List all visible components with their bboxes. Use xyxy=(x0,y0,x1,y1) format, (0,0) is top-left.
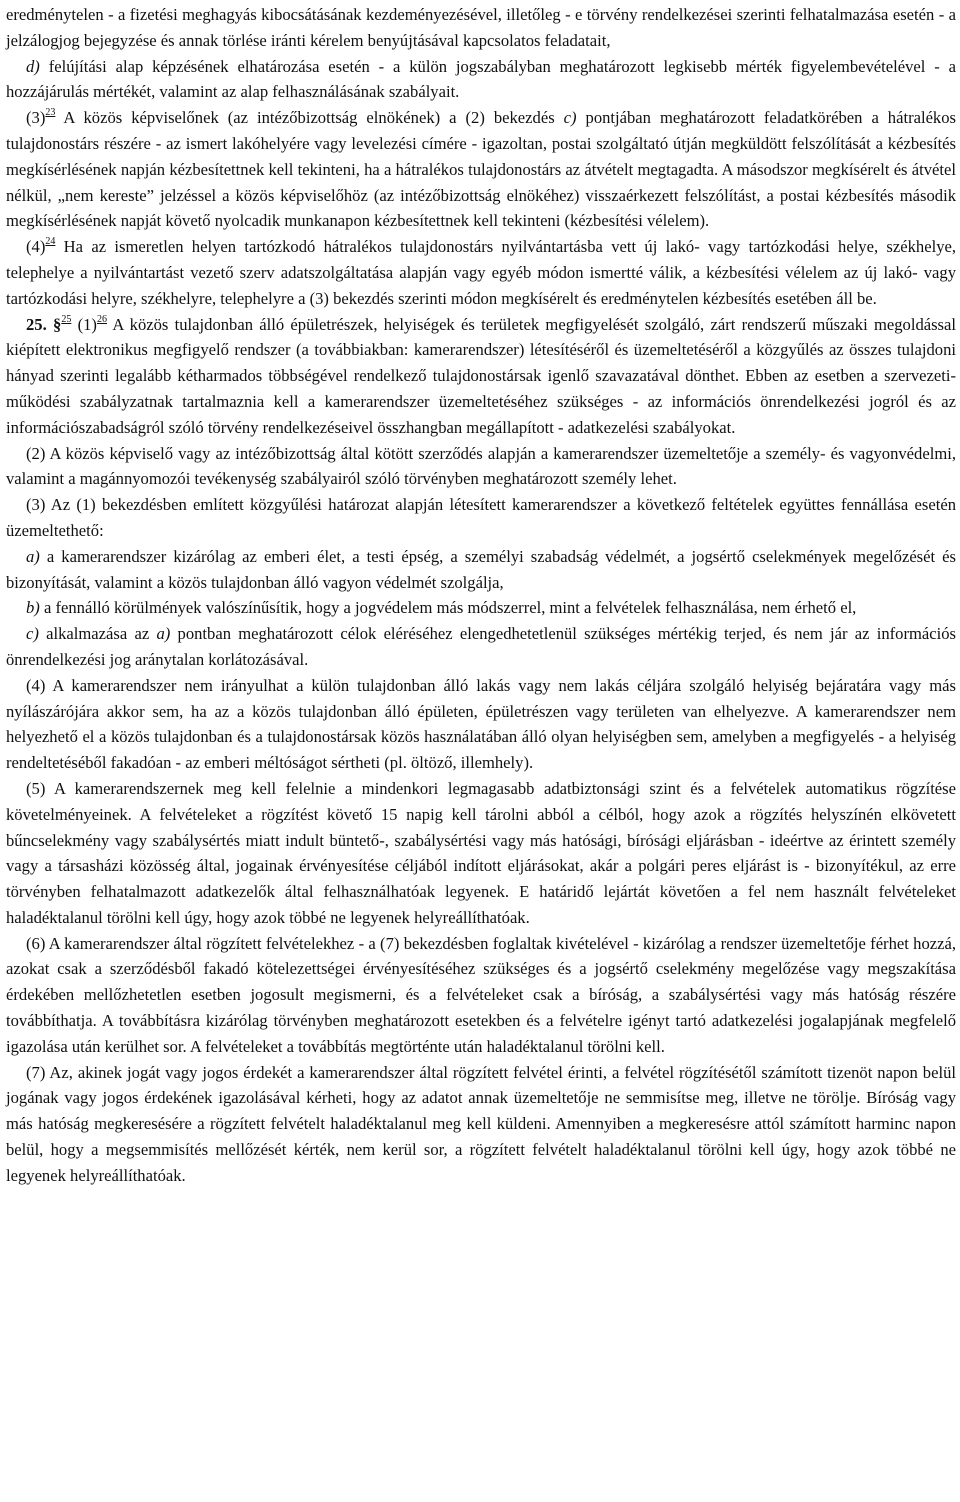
paragraph-subsection-3 xyxy=(6,105,956,234)
paragraph-text: (7) Az, akinek jogát vagy jogos érdekét a kamerarendszer által rögzített felvétel érinti, a felvétel rögzítésétől számított tizenöt napon belül jogának vagy jogos érdekének igazolásával kérheti, hogy az adatot annak üzemeltetője ne semmisítse meg, illetve ne törölje. Bíróság vagy más hatóság megkeresésére a rögzített felvételt haladéktalanul meg kell küldeni. Amennyiben a megkeresésre attól számított harminc napon belül, hogy a megsemmisítés mellőzését kérték, nem kerül sor, a rögzített felvételt haladéktalanul törölni kell úgy, hogy azok többé ne legyenek helyreállíthatóak. xyxy=(6,1062,956,1185)
paragraph-point-b xyxy=(6,595,956,621)
paragraph-text: alkalmazása az xyxy=(38,624,157,644)
point-label: a) xyxy=(26,546,40,566)
paragraph-subsection-3b xyxy=(6,492,956,544)
paragraph-text: pontjában meghatározott feladatkörében a hátralékos tulajdonostárs részére - az ismert lakóhelyére vagy levelezési címére - igazoltan, postai szolgáltató útján megküldött felszólítását a kézbesítés megkísérlésének napján kézbesítettnek kell tekinteni, ha a hátralékos tulajdonostárs az átvételt megtagadta. A másodszor megkísérelt és átvétel nélkül, „nem kereste” jelzéssel a közös képviselőhöz (az intézőbizottság elnökéhez) visszaérkezett felszólítást, a postai kézbesítés második megkísérlésének napját követő nyolcadik munkanapon kézbesítettnek kell tekinteni (kézbesítési vélelem). xyxy=(6,108,956,231)
point-label: b) xyxy=(26,598,40,618)
paragraph-text: A közös tulajdonban álló épületrészek, helyiségek és területek megfigyelését szolgáló, zárt rendszerű műszaki megoldással kiépített elektronikus megfigyelő rendszer (a továbbiakban: kamerarendszer) létesítéséről és üzemeltetéséről a közgyűlés az összes tulajdoni hányad szerinti legalább kétharmados többségével rendelkező tulajdonostársak igenlő szavazatával dönthet. Ebben az esetben a szervezeti-működési szabályzatnak tartalmaznia kell a kamerarendszer üzemeltetéséhez szükséges - az információs önrendelkezési jogról és az információszabadságról szóló törvény rendelkezéseivel összhangban megállapított - adatkezelési szabályokat. xyxy=(6,314,956,437)
footnote-ref-link[interactable]: 25 xyxy=(61,313,72,325)
footnote-ref-link[interactable]: 24 xyxy=(45,236,56,248)
paragraph-section-25 xyxy=(6,312,956,441)
point-reference: a) xyxy=(156,624,171,644)
footnote-ref-link[interactable]: 26 xyxy=(96,313,107,325)
subsection-number: (4) xyxy=(26,237,46,257)
paragraph-text: a fennálló körülmények valószínűsítik, hogy a jogvédelem más módszerrel, mint a felvételek felhasználása, nem érhető el, xyxy=(39,598,857,618)
point-label: c) xyxy=(26,624,39,644)
paragraph-subsection-4b xyxy=(6,673,956,776)
paragraph-subsection-5 xyxy=(6,776,956,931)
paragraph-text: (2) A közös képviselő vagy az intézőbizottság által kötött szerződés alapján a kamerarendszer üzemeltetője a személy- és vagyonvédelmi, valamint a magánnyomozói tevékenység szabályairól szóló törvényben meghatározott személy lehet. xyxy=(6,443,956,489)
paragraph-continuation xyxy=(6,2,956,54)
paragraph-text: a kamerarendszer kizárólag az emberi élet, a testi épség, a személyi szabadság védelmét, a jogsértő cselekmények megelőzését és bizonyítását, valamint a közös tulajdonban álló vagyon védelmét szolgálja, xyxy=(6,546,956,592)
paragraph-subsection-2 xyxy=(6,441,956,493)
paragraph-text: eredménytelen - a fizetési meghagyás kibocsátásának kezdeményezésével, illetőleg - e törvény rendelkezései szerinti felhatalmazása esetén - a jelzálogjog bejegyzése és annak törlése iránti kérelem benyújtásával kapcsolatos feladatait, xyxy=(6,5,956,50)
section-sign: § xyxy=(53,314,62,334)
paragraph-text: (4) A kamerarendszer nem irányulhat a külön tulajdonban álló lakás vagy nem lakás céljára szolgáló helyiség bejáratára vagy más nyílászárójára akkor sem, ha az a közös tulajdonban álló épületen, épületrészen vagy területen van elhelyezve. A kamerarendszer nem helyezhető el a közös tulajdonban és a tulajdonostársak közös használatában álló olyan helyiségben sem, amelyben a megfigyelés - a helyiség rendeltetéséből fakadóan - az emberi méltóságot sértheti (pl. öltöző, illemhely). xyxy=(6,675,956,773)
paragraph-text: felújítási alap képzésének elhatározása esetén - a külön jogszabályban meghatározott legkisebb mérték figyelembevételével - a hozzájárulás mértékét, valamint az alap felhasználásának szabályait. xyxy=(6,56,956,102)
paragraph-subsection-7 xyxy=(6,1060,956,1189)
paragraph-text: A közös képviselőnek (az intézőbizottság elnökének) a (2) bekezdés xyxy=(55,108,564,128)
paragraph-text: (5) A kamerarendszernek meg kell felelnie a mindenkori legmagasabb adatbiztonsági szint és a felvételek automatikus rögzítése követelményeinek. A felvételeket a rögzítést követő 15 napig kell tárolni abból a célból, hogy azok a rögzítés helyszínén elkövetett bűncselekmény vagy szabálysértés miatt indult büntető-, szabálysértési vagy más hatósági, bírósági eljárásban - ideértve az érintett személy vagy a társasházi közösség által, jogainak érvényesítése céljából indított eljárásokat, akár a polgári peres eljárást is - bizonyítékul, az erre törvényben felhatalmazott adatkezelők által felhasználhatóak legyenek. E határidő lejártát követően a fel nem használt felvételeket haladéktalanul törölni kell úgy, hogy azok többé ne legyenek helyreállíthatóak. xyxy=(6,778,956,927)
point-label: d) xyxy=(26,56,40,76)
footnote-ref-link[interactable]: 23 xyxy=(45,107,56,119)
paragraph-point-a xyxy=(6,544,956,596)
subsection-number: (3) xyxy=(26,108,46,128)
paragraph-subsection-4 xyxy=(6,234,956,311)
paragraph-text: (3) Az (1) bekezdésben említett közgyűlési határozat alapján létesített kamerarendszer a következő feltételek együttes fennállása esetén üzemeltethető: xyxy=(6,495,956,540)
paragraph-point-d xyxy=(6,54,956,106)
paragraph-point-c xyxy=(6,621,956,673)
paragraph-text: pontban meghatározott célok eléréséhez elengedhetetlenül szükséges mértékig terjed, és nem jár az információs önrendelkezési jog aránytalan korlátozásával. xyxy=(6,624,957,669)
section-number: 25. xyxy=(26,314,47,334)
point-reference: c) xyxy=(563,108,577,128)
subsection-number: (1) xyxy=(77,314,97,334)
paragraph-text: (6) A kamerarendszer által rögzített felvételekhez - a (7) bekezdésben foglaltak kivételével - kizárólag a rendszer üzemeltetője férhet hozzá, azokat csak a szerződésből fakadó kötelezettségei érvényesítéséhez szükséges és a jogsértő cselekmény megelőzése vagy megszakítása érdekében mellőzhetetlen esetben jogosult megismerni, és a felvételeket csak a bíróság, a szabálysértési vagy más hatóság részére továbbíthatja. A továbbításra kizárólag törvényben meghatározott esetekben és a felvételre igényt tartó adatkezelési jogalapjának megfelelő igazolása után kerülhet sor. A felvételeket a továbbítás megtörténte után haladéktalanul törölni kell. xyxy=(6,933,956,1056)
paragraph-subsection-6 xyxy=(6,931,956,1060)
paragraph-text: Ha az ismeretlen helyen tartózkodó hátralékos tulajdonostárs nyilvántartásba vett új lakó- vagy tartózkodási helye, székhelye, telephelye a nyilvántartást vezető szerv adatszolgáltatása alapján vagy egyéb módon ismertté válik, a kézbesítési vélelem az új lakó- vagy tartózkodási helyre, székhelyre, telephelyre a (3) bekezdés szerinti módon megkísérelt és eredménytelen kézbesítés esetében áll be. xyxy=(6,237,956,308)
